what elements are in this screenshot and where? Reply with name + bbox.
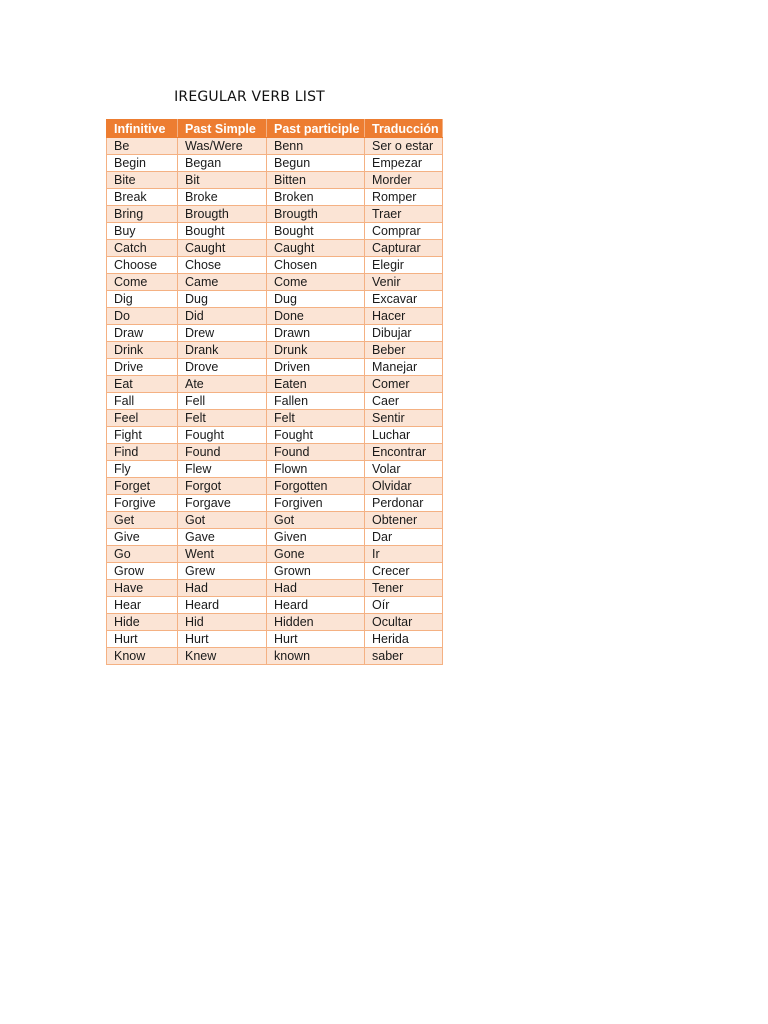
cell-past-simple: Bought: [178, 223, 267, 240]
cell-past-simple: Fought: [178, 427, 267, 444]
header-traduccion: Traducción: [365, 120, 443, 138]
table-row: [107, 648, 443, 665]
cell-traduccion: Elegir: [365, 257, 443, 274]
cell-past-participle: Hidden: [267, 614, 365, 631]
cell-traduccion: Beber: [365, 342, 443, 359]
table-row: [107, 410, 443, 427]
header-infinitive: Infinitive: [107, 120, 178, 138]
cell-past-participle: Caught: [267, 240, 365, 257]
cell-traduccion: Perdonar: [365, 495, 443, 512]
cell-infinitive: Forget: [107, 478, 178, 495]
table-row: [107, 274, 443, 291]
cell-past-participle: Bought: [267, 223, 365, 240]
cell-past-participle: Felt: [267, 410, 365, 427]
table-row: [107, 240, 443, 257]
cell-past-simple: Began: [178, 155, 267, 172]
cell-traduccion: Excavar: [365, 291, 443, 308]
cell-traduccion: Comer: [365, 376, 443, 393]
cell-past-participle: Gone: [267, 546, 365, 563]
table-header-row: [107, 120, 443, 138]
cell-infinitive: Go: [107, 546, 178, 563]
cell-past-simple: Grew: [178, 563, 267, 580]
cell-past-simple: Felt: [178, 410, 267, 427]
cell-past-simple: Brougth: [178, 206, 267, 223]
cell-past-participle: Dug: [267, 291, 365, 308]
header-past-participle: Past participle: [267, 120, 365, 138]
cell-infinitive: Do: [107, 308, 178, 325]
cell-past-simple: Drank: [178, 342, 267, 359]
cell-traduccion: Ocultar: [365, 614, 443, 631]
cell-infinitive: Drink: [107, 342, 178, 359]
cell-infinitive: Begin: [107, 155, 178, 172]
cell-infinitive: Have: [107, 580, 178, 597]
cell-traduccion: Hacer: [365, 308, 443, 325]
cell-past-simple: Knew: [178, 648, 267, 665]
cell-infinitive: Bring: [107, 206, 178, 223]
cell-past-participle: Hurt: [267, 631, 365, 648]
table-row: [107, 308, 443, 325]
table-row: [107, 427, 443, 444]
verb-table: [106, 119, 443, 665]
cell-infinitive: Forgive: [107, 495, 178, 512]
cell-past-simple: Came: [178, 274, 267, 291]
cell-traduccion: saber: [365, 648, 443, 665]
cell-past-participle: Chosen: [267, 257, 365, 274]
cell-past-participle: Given: [267, 529, 365, 546]
cell-past-participle: Drunk: [267, 342, 365, 359]
cell-past-participle: Got: [267, 512, 365, 529]
cell-past-participle: Heard: [267, 597, 365, 614]
table-body: [107, 138, 443, 665]
cell-past-simple: Fell: [178, 393, 267, 410]
cell-traduccion: Olvidar: [365, 478, 443, 495]
cell-past-participle: Driven: [267, 359, 365, 376]
table-row: [107, 495, 443, 512]
cell-traduccion: Tener: [365, 580, 443, 597]
cell-past-participle: known: [267, 648, 365, 665]
table-row: [107, 291, 443, 308]
cell-traduccion: Empezar: [365, 155, 443, 172]
table-row: [107, 478, 443, 495]
table-row: [107, 393, 443, 410]
cell-past-participle: Fought: [267, 427, 365, 444]
cell-past-participle: Come: [267, 274, 365, 291]
cell-traduccion: Manejar: [365, 359, 443, 376]
cell-past-participle: Done: [267, 308, 365, 325]
cell-infinitive: Drive: [107, 359, 178, 376]
cell-infinitive: Feel: [107, 410, 178, 427]
table-row: [107, 376, 443, 393]
cell-infinitive: Come: [107, 274, 178, 291]
table-row: [107, 529, 443, 546]
table-row: [107, 614, 443, 631]
cell-past-simple: Caught: [178, 240, 267, 257]
cell-past-simple: Hurt: [178, 631, 267, 648]
cell-traduccion: Luchar: [365, 427, 443, 444]
cell-infinitive: Hurt: [107, 631, 178, 648]
cell-infinitive: Hide: [107, 614, 178, 631]
table-row: [107, 206, 443, 223]
table-row: [107, 597, 443, 614]
cell-past-simple: Went: [178, 546, 267, 563]
cell-traduccion: Venir: [365, 274, 443, 291]
table-row: [107, 189, 443, 206]
cell-past-simple: Chose: [178, 257, 267, 274]
table-row: [107, 257, 443, 274]
cell-past-participle: Had: [267, 580, 365, 597]
cell-infinitive: Draw: [107, 325, 178, 342]
table-row: [107, 580, 443, 597]
table-row: [107, 223, 443, 240]
cell-infinitive: Fall: [107, 393, 178, 410]
cell-past-participle: Found: [267, 444, 365, 461]
cell-infinitive: Choose: [107, 257, 178, 274]
cell-past-simple: Drew: [178, 325, 267, 342]
cell-infinitive: Dig: [107, 291, 178, 308]
cell-traduccion: Sentir: [365, 410, 443, 427]
cell-past-simple: Hid: [178, 614, 267, 631]
table-row: [107, 138, 443, 155]
cell-past-simple: Flew: [178, 461, 267, 478]
cell-past-simple: Dug: [178, 291, 267, 308]
cell-traduccion: Ir: [365, 546, 443, 563]
table-row: [107, 359, 443, 376]
table-row: [107, 512, 443, 529]
cell-infinitive: Find: [107, 444, 178, 461]
document-title: IREGULAR VERB LIST: [174, 89, 325, 105]
cell-infinitive: Hear: [107, 597, 178, 614]
cell-past-participle: Grown: [267, 563, 365, 580]
cell-traduccion: Dar: [365, 529, 443, 546]
cell-past-participle: Begun: [267, 155, 365, 172]
cell-past-participle: Benn: [267, 138, 365, 155]
cell-past-simple: Drove: [178, 359, 267, 376]
table-row: [107, 155, 443, 172]
cell-traduccion: Crecer: [365, 563, 443, 580]
cell-traduccion: Ser o estar: [365, 138, 443, 155]
cell-infinitive: Catch: [107, 240, 178, 257]
cell-traduccion: Obtener: [365, 512, 443, 529]
cell-traduccion: Dibujar: [365, 325, 443, 342]
cell-traduccion: Romper: [365, 189, 443, 206]
cell-past-participle: Flown: [267, 461, 365, 478]
table-row: [107, 325, 443, 342]
cell-infinitive: Buy: [107, 223, 178, 240]
table-row: [107, 172, 443, 189]
cell-traduccion: Herida: [365, 631, 443, 648]
table-row: [107, 563, 443, 580]
cell-past-simple: Did: [178, 308, 267, 325]
cell-infinitive: Fly: [107, 461, 178, 478]
cell-past-participle: Forgiven: [267, 495, 365, 512]
cell-past-participle: Bitten: [267, 172, 365, 189]
cell-traduccion: Comprar: [365, 223, 443, 240]
cell-infinitive: Give: [107, 529, 178, 546]
cell-past-simple: Gave: [178, 529, 267, 546]
cell-past-simple: Found: [178, 444, 267, 461]
table-row: [107, 461, 443, 478]
cell-past-participle: Broken: [267, 189, 365, 206]
cell-past-participle: Drawn: [267, 325, 365, 342]
cell-infinitive: Be: [107, 138, 178, 155]
cell-past-simple: Got: [178, 512, 267, 529]
cell-traduccion: Traer: [365, 206, 443, 223]
cell-infinitive: Break: [107, 189, 178, 206]
cell-traduccion: Capturar: [365, 240, 443, 257]
cell-past-participle: Brougth: [267, 206, 365, 223]
table-row: [107, 546, 443, 563]
cell-infinitive: Bite: [107, 172, 178, 189]
cell-traduccion: Morder: [365, 172, 443, 189]
cell-past-simple: Had: [178, 580, 267, 597]
cell-infinitive: Grow: [107, 563, 178, 580]
cell-past-simple: Forgot: [178, 478, 267, 495]
cell-infinitive: Eat: [107, 376, 178, 393]
table-row: [107, 342, 443, 359]
cell-past-simple: Heard: [178, 597, 267, 614]
table-row: [107, 631, 443, 648]
cell-past-simple: Broke: [178, 189, 267, 206]
cell-past-simple: Ate: [178, 376, 267, 393]
table-row: [107, 444, 443, 461]
cell-past-participle: Eaten: [267, 376, 365, 393]
cell-past-simple: Bit: [178, 172, 267, 189]
cell-infinitive: Know: [107, 648, 178, 665]
cell-past-simple: Was/Were: [178, 138, 267, 155]
cell-past-participle: Fallen: [267, 393, 365, 410]
cell-traduccion: Volar: [365, 461, 443, 478]
cell-past-simple: Forgave: [178, 495, 267, 512]
cell-past-participle: Forgotten: [267, 478, 365, 495]
cell-infinitive: Get: [107, 512, 178, 529]
cell-traduccion: Caer: [365, 393, 443, 410]
cell-traduccion: Encontrar: [365, 444, 443, 461]
cell-infinitive: Fight: [107, 427, 178, 444]
cell-traduccion: Oír: [365, 597, 443, 614]
header-past-simple: Past Simple: [178, 120, 267, 138]
